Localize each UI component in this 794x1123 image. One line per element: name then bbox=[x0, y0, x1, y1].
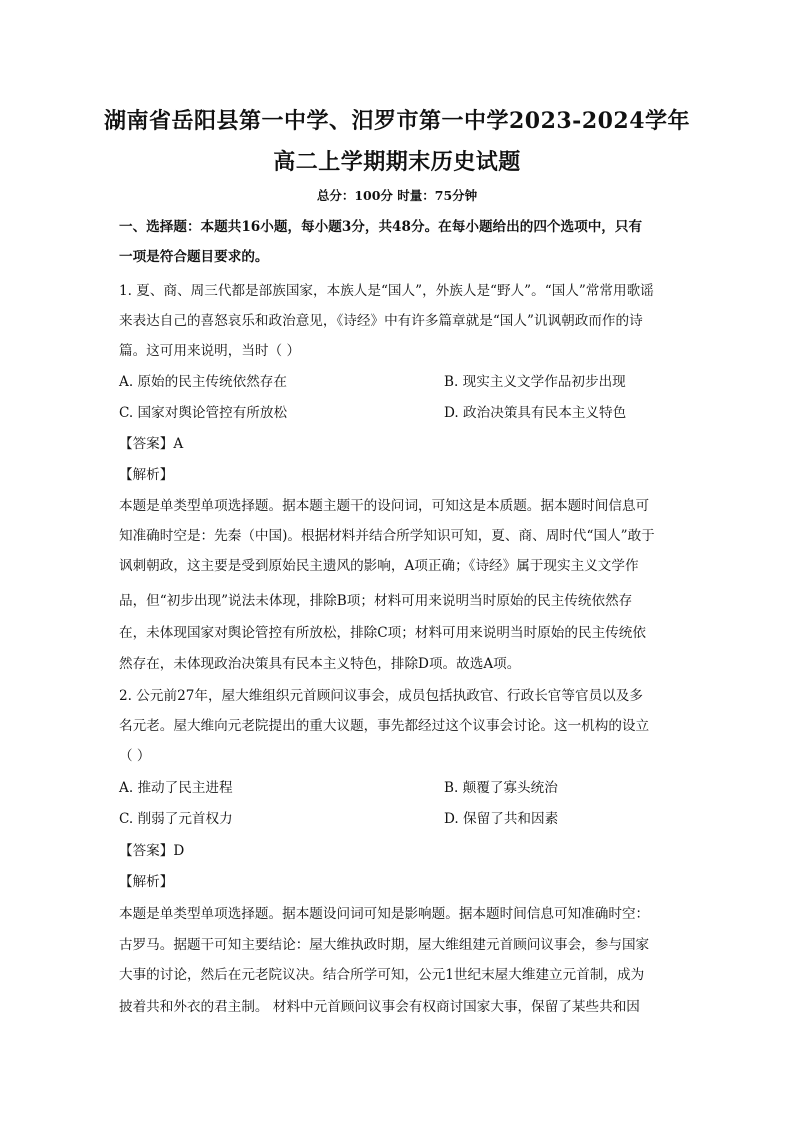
q2-analysis-line-3: 大事的讨论，然后在元老院议决。结合所学可知，公元1世纪末屋大维建立元首制，成为 bbox=[119, 967, 645, 983]
q1-analysis-line-3: 讽刺朝政，这主要是受到原始民主遗风的影响，A项正确；《诗经》属于现实主义文学作 bbox=[119, 558, 639, 574]
q1-stem-line-3: 篇。这可用来说明，当时（ ） bbox=[119, 343, 301, 359]
exam-title-line-1: 湖南省岳阳县第一中学、汨罗市第一中学2023-2024学年 bbox=[103, 108, 691, 134]
q2-analysis-line-2: 古罗马。据题干可知主要结论：屋大维执政时期，屋大维组建元首顾问议事会，参与国家 bbox=[119, 937, 650, 953]
q1-analysis-label: 【解析】 bbox=[119, 467, 174, 483]
q2-option-c: C. 削弱了元首权力 bbox=[119, 811, 233, 827]
q1-analysis-line-2: 知准确时空是：先秦（中国)。根据材料并结合所学知识可知，夏、商、周时代“国人”敢于 bbox=[119, 528, 655, 544]
q1-stem-line-2: 来表达自己的喜怒哀乐和政治意见，《诗经》中有许多篇章就是“国人”讥讽朝政而作的诗 bbox=[119, 313, 643, 329]
exam-title-line-2: 高二上学期期末历史试题 bbox=[273, 149, 521, 175]
q2-analysis-label: 【解析】 bbox=[119, 874, 174, 890]
q2-analysis-line-1: 本题是单类型单项选择题。据本题设问词可知是影响题。据本题时间信息可知准确时空： bbox=[119, 906, 650, 922]
q1-analysis-line-6: 然存在，未体现政治决策具有民本主义特色，排除D项。故选A项。 bbox=[119, 656, 521, 672]
q1-stem-line-1: 1. 夏、商、周三代都是部族国家，本族人是“国人”，外族人是“野人”。“国人”常常用歌谣 bbox=[119, 283, 654, 299]
q1-option-d: D. 政治决策具有民本主义特色 bbox=[444, 405, 627, 421]
q1-analysis-line-1: 本题是单类型单项选择题。据本题主题干的设问词，可知这是本质题。据本题时间信息可 bbox=[119, 498, 650, 514]
q1-answer: 【答案】A bbox=[119, 436, 184, 452]
q2-stem-line-3: （ ） bbox=[119, 748, 151, 764]
q1-option-b: B. 现实主义文学作品初步出现 bbox=[444, 374, 626, 390]
q1-analysis-line-4: 品，但“初步出现”说法未体现，排除B项；材料可用来说明当时原始的民主传统依然存 bbox=[119, 593, 633, 609]
section-heading-line-2: 一项是符合题目要求的。 bbox=[119, 249, 269, 265]
score-time-info: 总分：100分 时量：75分钟 bbox=[316, 188, 478, 203]
q2-option-a: A. 推动了民主进程 bbox=[119, 780, 233, 796]
q2-answer: 【答案】D bbox=[119, 843, 185, 859]
q2-option-b: B. 颠覆了寡头统治 bbox=[444, 780, 558, 796]
section-heading-line-1: 一、选择题：本题共16小题，每小题3分，共48分。在每小题给出的四个选项中，只有 bbox=[119, 219, 643, 235]
q2-analysis-line-4: 披着共和外衣的君主制。 材料中元首顾问议事会有权商讨国家大事，保留了某些共和因 bbox=[119, 999, 640, 1015]
q2-stem-line-1: 2. 公元前27年，屋大维组织元首顾问议事会，成员包括执政官、行政长官等官员以及多 bbox=[119, 688, 643, 704]
q1-option-c: C. 国家对舆论管控有所放松 bbox=[119, 405, 288, 421]
q1-option-a: A. 原始的民主传统依然存在 bbox=[119, 374, 287, 390]
q1-analysis-line-5: 在，未体现国家对舆论管控有所放松，排除C项；材料可用来说明当时原始的民主传统依 bbox=[119, 625, 646, 641]
q2-stem-line-2: 名元老。屋大维向元老院提出的重大议题，事先都经过这个议事会讨论。这一机构的设立 bbox=[119, 718, 650, 734]
q2-option-d: D. 保留了共和因素 bbox=[444, 811, 559, 827]
